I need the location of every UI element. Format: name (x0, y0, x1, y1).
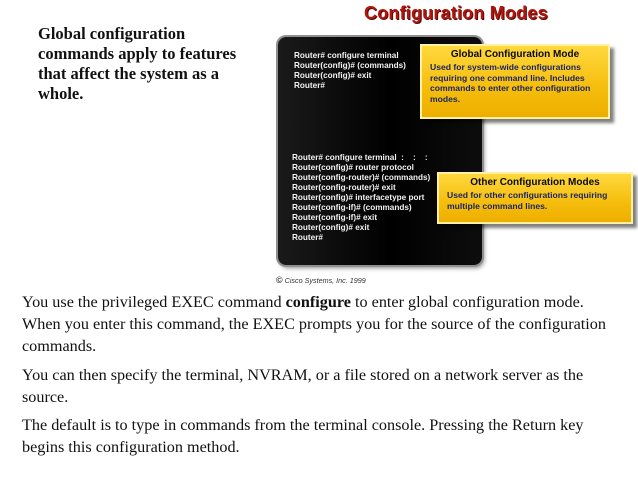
slide-title: Configuration Modes (364, 3, 548, 23)
callout-other-text: Used for other configurations requiring multiple command lines. (447, 190, 608, 211)
terminal-block-global: Router# configure terminal Router(config)# (commands) Router(config)# exit Router# (294, 51, 406, 90)
callout-other-title: Other Configuration Modes (470, 177, 600, 188)
terminal-block-other: Router# configure terminal : : : Router(config)# router protocol Router(config-router)# (commands) Router(config-router)# exit Router(config)# interfacetype port Router(config-if)# (commands) Router(config-if)# exit Router(config)# exit Router# (292, 153, 431, 242)
copyright-icon: © (276, 275, 283, 285)
copyright-text: Cisco Systems, Inc. 1999 (284, 276, 366, 285)
body-paragraph-2: You can then specify the terminal, NVRAM, or a file stored on a network server as the source. (22, 366, 584, 406)
intro-text: Global configuration commands apply to features that affect the system as a whole. (38, 24, 237, 103)
callout-global-text: Used for system-wide configurations requiring one command line. Includes commands to enter other configuration modes. (430, 62, 591, 104)
callout-global-config (420, 44, 610, 119)
callout-other-config (437, 172, 633, 224)
p1-text-before: You use the privileged EXEC command (22, 293, 286, 311)
configure-keyword: configure (285, 293, 351, 311)
callout-global-title: Global Configuration Mode (450, 49, 580, 60)
body-paragraph-3: The default is to type in commands from the terminal console. Pressing the Return key begins this configuration method. (22, 416, 584, 456)
copyright-notice (276, 275, 366, 285)
p1-text-after: to enter global configuration mode. When you enter this command, the EXEC prompts you for the source of the configuration commands. (22, 293, 606, 355)
body-paragraph-1 (22, 291, 618, 357)
